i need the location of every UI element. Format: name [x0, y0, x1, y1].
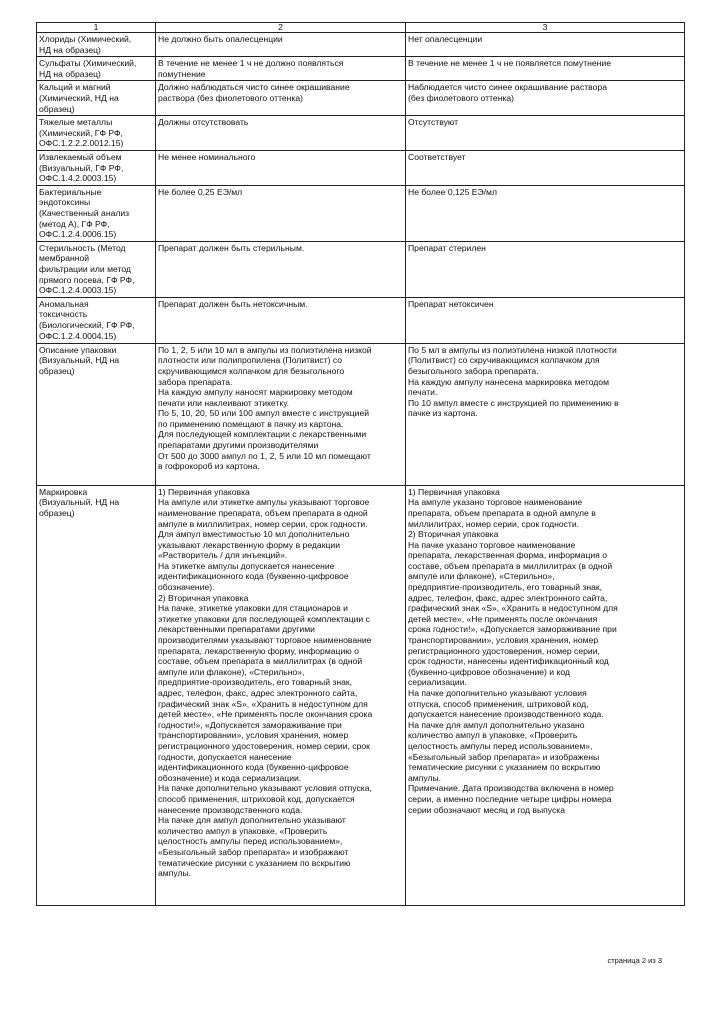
- param-cell: Стерильность (Метод мембранной фильтрации или метод прямого посева, ГФ РФ, ОФС.1.2.4.0003.15): [37, 241, 156, 297]
- header-col-3: 3: [406, 23, 685, 33]
- param-cell: Маркировка (Визуальный, НД на образец): [37, 485, 156, 905]
- table-row: [37, 33, 685, 57]
- result-cell: 1) Первичная упаковка На ампуле указано торговое наименование препарата, объем препарата в одной ампуле в миллилитрах, номер серии, срок годности. 2) Вторичная упаковка На пачке указано торговое наименование препарата, лекарственная форма, информация о составе, объем препарата в миллилитрах (в одной ампуле или флаконе), «Стерильно», предприятие-производитель, его товарный знак, адрес, телефон, факс, адрес электронного сайта, графический знак «S», «Хранить в недоступном для детей месте», «Не применять после окончания срока годности!», «Допускается замораживание при транспортировании», условия хранения, номер регистрационного удостоверения, номер серии, срок годности, нанесены идентификационный код (буквенно-цифровое обозначение) и код сериализации. На пачке дополнительно указывают условия отпуска, способ применения, штриховой код, допускается нанесение производственного кода. На пачке для ампул дополнительно указано количество ампул в упаковке, «Проверить целостность ампулы перед использованием», «Безыгольный забор препарата» и изображены тематические рисунки с указанием по вскрытию ампулы. Примечание. Дата производства включена в номер серии, а именно последние четыре цифры номера серии обозначают месяц и год выпуска: [406, 485, 685, 905]
- table-row: [37, 485, 685, 905]
- table-row: [37, 185, 685, 241]
- requirement-cell: В течение не менее 1 ч не должно появляться помутнение: [156, 57, 406, 81]
- result-cell: Препарат нетоксичен: [406, 297, 685, 343]
- table-row: [37, 116, 685, 151]
- requirement-cell: Не менее номинального: [156, 150, 406, 185]
- table-row: [37, 297, 685, 343]
- specification-table: [36, 22, 685, 906]
- param-cell: Кальций и магний (Химический, НД на образец): [37, 81, 156, 116]
- param-cell: Сульфаты (Химический, НД на образец): [37, 57, 156, 81]
- param-cell: Хлориды (Химический, НД на образец): [37, 33, 156, 57]
- result-cell: По 5 мл в ампулы из полиэтилена низкой плотности (Политвист) со скручивающимся колпачком для безыгольного забора препарата. На каждую ампулу нанесена маркировка методом печати. По 10 ампул вместе с инструкцией по применению в пачке из картона.: [406, 343, 685, 485]
- table-row: [37, 81, 685, 116]
- table-row: [37, 241, 685, 297]
- result-cell: Нет опалесценции: [406, 33, 685, 57]
- result-cell: Наблюдается чисто синее окрашивание раствора (без фиолетового оттенка): [406, 81, 685, 116]
- result-cell: Отсутствуют: [406, 116, 685, 151]
- param-cell: Аномальная токсичность (Биологический, ГФ РФ, ОФС.1.2.4.0004.15): [37, 297, 156, 343]
- requirement-cell: Должно наблюдаться чисто синее окрашивание раствора (без фиолетового оттенка): [156, 81, 406, 116]
- param-cell: Описание упаковки (Визуальный, НД на образец): [37, 343, 156, 485]
- result-cell: Препарат стерилен: [406, 241, 685, 297]
- requirement-cell: Должны отсутствовать: [156, 116, 406, 151]
- page-number: страница 2 из 3: [607, 956, 662, 965]
- requirement-cell: По 1, 2, 5 или 10 мл в ампулы из полиэтилена низкой плотности или полипропилена (Политвист) со скручивающимся колпачком для безыгольного забора препарата. На каждую ампулу наносят маркировку методом печати или наклеивают этикетку. По 5, 10, 20, 50 или 100 ампул вместе с инструкцией по применению помещают в пачку из картона. Для последующей комплектации с лекарственными препаратами другими производителями От 500 до 3000 ампул по 1, 2, 5 или 10 мл помещают в гофрокороб из картона.: [156, 343, 406, 485]
- result-cell: Соответствует: [406, 150, 685, 185]
- requirement-cell: Препарат должен быть стерильным.: [156, 241, 406, 297]
- requirement-cell: Препарат должен быть нетоксичным.: [156, 297, 406, 343]
- param-cell: Бактериальные эндотоксины (Качественный анализ (метод А), ГФ РФ, ОФС.1.2.4.0006.15): [37, 185, 156, 241]
- requirement-cell: 1) Первичная упаковка На ампуле или этикетке ампулы указывают торговое наименование препарата, объем препарата в одной ампуле в миллилитрах, номер серии, срок годности. Для ампул вместимостью 10 мл дополнительно указывают лекарственную форму в редакции «Растворитель / для инъекций». На этикетке ампулы допускается нанесение идентификационного кода (буквенно-цифровое обозначение). 2) Вторичная упаковка На пачке, этикетке упаковки для стационаров и этикетке упаковки для последующей комплектации с лекарственными препаратами другими производителями указывают торговое наименование препарата, лекарственную форму, информацию о составе, объем препарата в миллилитрах (в одной ампуле или флаконе), «Стерильно», предприятие-производитель, его товарный знак, адрес, телефон, факс, адрес электронного сайта, графический знак «S», «Хранить в недоступном для детей месте», «Не применять после окончания срока годности!», «Допускается замораживание при транспортировании», условия хранения, номер регистрационного удостоверения, номер серии, срок годности, допускается нанесение идентификационного кода (буквенно-цифровое обозначение) и кода сериализации. На пачке дополнительно указывают условия отпуска, способ применения, штриховой код, допускается нанесение производственного кода. На пачке для ампул дополнительно указывают количество ампул в упаковке, «Проверить целостность ампулы перед использованием», «Безыгольный забор препарата» и изображают тематические рисунки с указанием по вскрытию ампулы.: [156, 485, 406, 905]
- table-header-row: [37, 23, 685, 33]
- param-cell: Извлекаемый объем (Визуальный, ГФ РФ, ОФС.1.4.2.0003.15): [37, 150, 156, 185]
- result-cell: В течение не менее 1 ч не появляется помутнение: [406, 57, 685, 81]
- param-cell: Тяжелые металлы (Химический, ГФ РФ, ОФС.1.2.2.2.0012.15): [37, 116, 156, 151]
- table-row: [37, 57, 685, 81]
- header-col-1: 1: [37, 23, 156, 33]
- requirement-cell: Не более 0,25 ЕЭ/мл: [156, 185, 406, 241]
- table-row: [37, 343, 685, 485]
- requirement-cell: Не должно быть опалесценции: [156, 33, 406, 57]
- result-cell: Не более 0,125 ЕЭ/мл: [406, 185, 685, 241]
- header-col-2: 2: [156, 23, 406, 33]
- table-row: [37, 150, 685, 185]
